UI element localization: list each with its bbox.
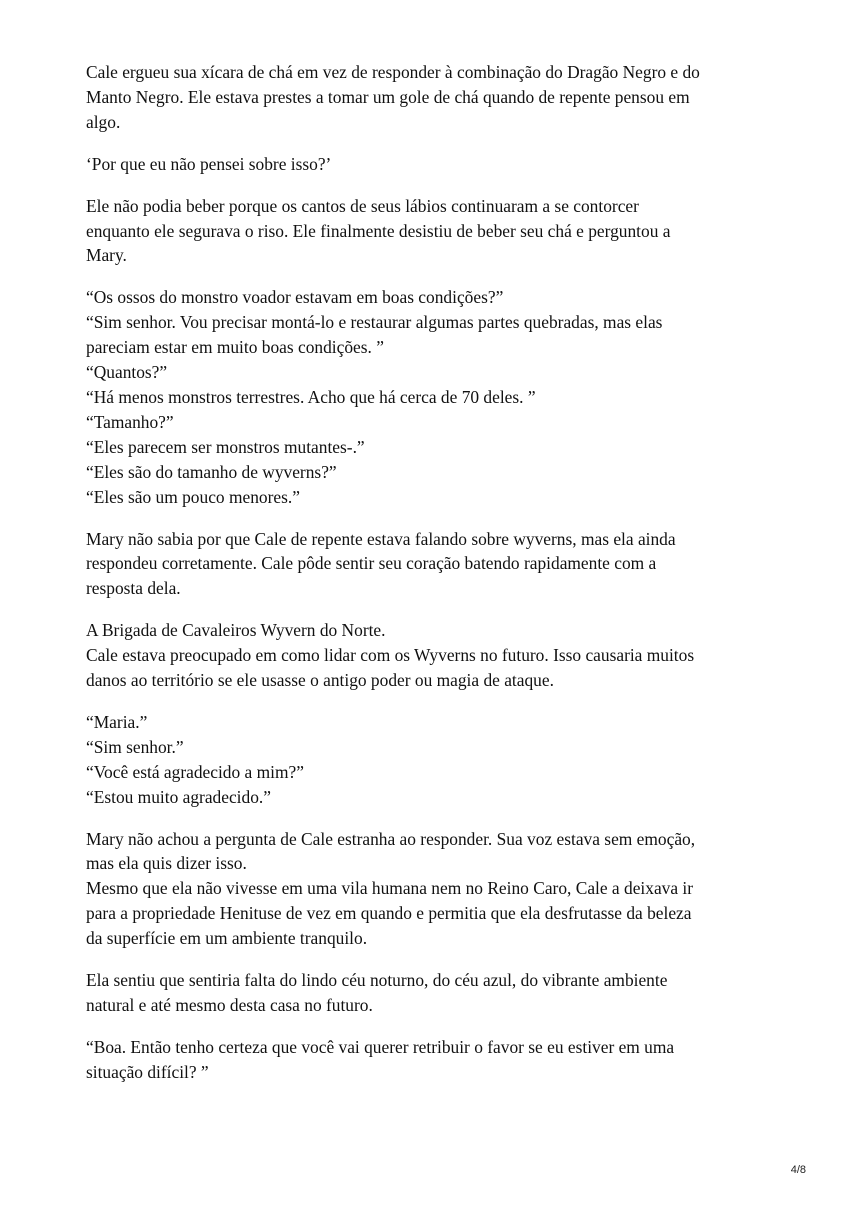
text-line: Mesmo que ela não vivesse em uma vila humana nem no Reino Caro, Cale a deixava ir [86,878,694,899]
page-body [86,60,786,1102]
text-line: respondeu corretamente. Cale pôde sentir seu coração batendo rapidamente com a [86,553,657,574]
text-line: Ele não podia beber porque os cantos de seus lábios continuaram a se contorcer [86,195,639,216]
text-line: danos ao território se ele usasse o antigo poder ou magia de ataque. [86,670,554,691]
paragraph [86,152,786,177]
text-line: “Sim senhor.” [86,736,184,757]
text-line: “Você está agradecido a mim?” [86,761,304,782]
text-line: Manto Negro. Ele estava prestes a tomar um gole de chá quando de repente pensou em [86,86,690,107]
text-line: pareciam estar em muito boas condições. ” [86,337,384,358]
text-line: ‘Por que eu não pensei sobre isso?’ [86,153,332,174]
text-line: “Quantos?” [86,362,168,383]
text-line: Mary não achou a pergunta de Cale estranha ao responder. Sua voz estava sem emoção, [86,828,696,849]
text-line: Mary não sabia por que Cale de repente estava falando sobre wyverns, mas ela ainda [86,528,676,549]
text-line: Cale ergueu sua xícara de chá em vez de responder à combinação do Dragão Negro e do [86,62,700,82]
paragraph [86,194,786,269]
paragraph [86,60,786,135]
paragraph [86,618,786,693]
paragraph [86,968,786,1018]
text-line: “Há menos monstros terrestres. Acho que há cerca de 70 deles. ” [86,386,536,407]
text-line: Cale estava preocupado em como lidar com os Wyverns no futuro. Isso causaria muitos [86,645,695,666]
paragraph [86,827,786,952]
text-line: enquanto ele segurava o riso. Ele finalmente desistiu de beber seu chá e perguntou a [86,220,671,241]
paragraph [86,1035,786,1085]
text-line: “Estou muito agradecido.” [86,786,271,807]
text-line: “Maria.” [86,711,148,732]
page-number: 4/8 [790,1164,806,1176]
text-line: “Eles são um pouco menores.” [86,486,300,507]
text-line: “Boa. Então tenho certeza que você vai querer retribuir o favor se eu estiver em uma [86,1036,675,1057]
text-line: da superfície em um ambiente tranquilo. [86,928,368,949]
text-line: mas ela quis dizer isso. [86,853,247,874]
paragraph [86,710,786,810]
text-line: resposta dela. [86,578,181,599]
text-line: Ela sentiu que sentiria falta do lindo céu noturno, do céu azul, do vibrante ambiente [86,970,668,991]
text-line: “Os ossos do monstro voador estavam em boas condições?” [86,287,504,308]
text-line: “Sim senhor. Vou precisar montá-lo e restaurar algumas partes quebradas, mas elas [86,312,663,333]
paragraph [86,285,786,509]
text-line: algo. [86,111,121,132]
text-line: “Tamanho?” [86,411,174,432]
paragraph [86,527,786,602]
text-line: “Eles parecem ser monstros mutantes-.” [86,436,365,457]
text-line: A Brigada de Cavaleiros Wyvern do Norte. [86,620,386,641]
text-line: natural e até mesmo desta casa no futuro. [86,995,373,1015]
text-line: para a propriedade Henituse de vez em quando e permitia que ela desfrutasse da beleza [86,903,692,924]
text-line: Mary. [86,245,127,266]
text-line: “Eles são do tamanho de wyverns?” [86,461,337,482]
text-line: situação difícil? ” [86,1061,209,1082]
